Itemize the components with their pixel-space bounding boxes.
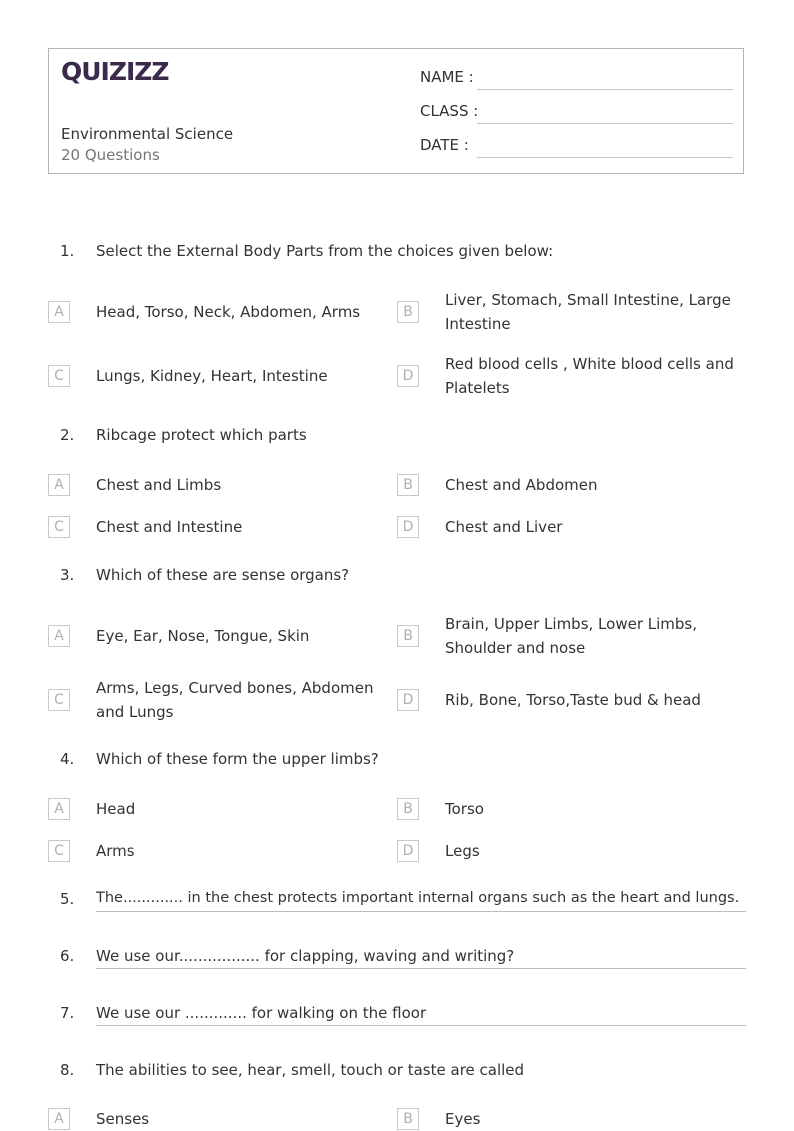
question-text: Which of these are sense organs? bbox=[96, 566, 350, 584]
question-text: Which of these form the upper limbs? bbox=[96, 750, 379, 768]
option-box-a[interactable]: A bbox=[48, 1108, 70, 1130]
option-box-c[interactable]: C bbox=[48, 689, 70, 711]
option-text: Chest and Intestine bbox=[96, 518, 243, 536]
option-text: Legs bbox=[445, 842, 480, 860]
option-box-a[interactable]: A bbox=[48, 474, 70, 496]
option-text: Head, Torso, Neck, Abdomen, Arms bbox=[96, 303, 361, 321]
option-box-d[interactable]: D bbox=[397, 689, 419, 711]
option-text: Chest and Liver bbox=[445, 518, 563, 536]
option-box-b[interactable]: B bbox=[397, 625, 419, 647]
option-text: Chest and Abdomen bbox=[445, 476, 598, 494]
option-box-c[interactable]: C bbox=[48, 840, 70, 862]
date-label: DATE : bbox=[420, 136, 469, 154]
question-text: Ribcage protect which parts bbox=[96, 426, 307, 444]
quizizz-logo: QUIZIZZ bbox=[61, 57, 169, 86]
question-number: 3. bbox=[60, 566, 75, 584]
name-line bbox=[477, 89, 733, 90]
option-text: Liver, Stomach, Small Intestine, Large Intestine bbox=[445, 291, 731, 333]
name-label: NAME : bbox=[420, 68, 474, 86]
option-text: Red blood cells , White blood cells and Platelets bbox=[445, 355, 734, 397]
question-text: Select the External Body Parts from the choices given below: bbox=[96, 242, 554, 260]
question-number: 7. bbox=[60, 1004, 75, 1022]
option-box-a[interactable]: A bbox=[48, 798, 70, 820]
worksheet-header bbox=[48, 48, 744, 174]
option-text: Chest and Limbs bbox=[96, 476, 222, 494]
option-box-a[interactable]: A bbox=[48, 301, 70, 323]
option-box-b[interactable]: B bbox=[397, 474, 419, 496]
question-count: 20 Questions bbox=[61, 146, 160, 164]
class-line bbox=[477, 123, 733, 124]
question-number: 5. bbox=[60, 890, 75, 908]
question-number: 8. bbox=[60, 1061, 75, 1079]
question-text: The abilities to see, hear, smell, touch or taste are called bbox=[96, 1061, 525, 1079]
option-text: Senses bbox=[96, 1110, 150, 1128]
question-number: 6. bbox=[60, 947, 75, 965]
question-text: We use our ............. for walking on the floor bbox=[96, 1004, 427, 1022]
question-text: We use our................. for clapping, waving and writing? bbox=[96, 947, 515, 965]
option-box-d[interactable]: D bbox=[397, 840, 419, 862]
answer-line[interactable] bbox=[96, 968, 746, 969]
option-box-c[interactable]: C bbox=[48, 516, 70, 538]
option-text: Arms, Legs, Curved bones, Abdomen and Lungs bbox=[96, 679, 374, 721]
option-text: Lungs, Kidney, Heart, Intestine bbox=[96, 367, 328, 385]
subject-title: Environmental Science bbox=[61, 125, 234, 143]
answer-line[interactable] bbox=[96, 1025, 746, 1026]
answer-line[interactable] bbox=[96, 911, 746, 912]
option-box-d[interactable]: D bbox=[397, 365, 419, 387]
option-text: Torso bbox=[445, 800, 484, 818]
question-number: 2. bbox=[60, 426, 75, 444]
option-text: Head bbox=[96, 800, 136, 818]
date-line bbox=[477, 157, 733, 158]
option-box-d[interactable]: D bbox=[397, 516, 419, 538]
option-text: Arms bbox=[96, 842, 135, 860]
option-text: Eyes bbox=[445, 1110, 481, 1128]
class-label: CLASS : bbox=[420, 102, 479, 120]
question-number: 1. bbox=[60, 242, 75, 260]
option-box-a[interactable]: A bbox=[48, 625, 70, 647]
option-box-b[interactable]: B bbox=[397, 798, 419, 820]
option-box-b[interactable]: B bbox=[397, 1108, 419, 1130]
option-text: Rib, Bone, Torso,Taste bud & head bbox=[445, 691, 701, 709]
option-text: Eye, Ear, Nose, Tongue, Skin bbox=[96, 627, 310, 645]
question-number: 4. bbox=[60, 750, 75, 768]
option-text: Brain, Upper Limbs, Lower Limbs, Shoulder and nose bbox=[445, 615, 697, 657]
option-box-c[interactable]: C bbox=[48, 365, 70, 387]
option-box-b[interactable]: B bbox=[397, 301, 419, 323]
question-text: The............. in the chest protects important internal organs such as the heart and lungs. bbox=[96, 890, 740, 906]
